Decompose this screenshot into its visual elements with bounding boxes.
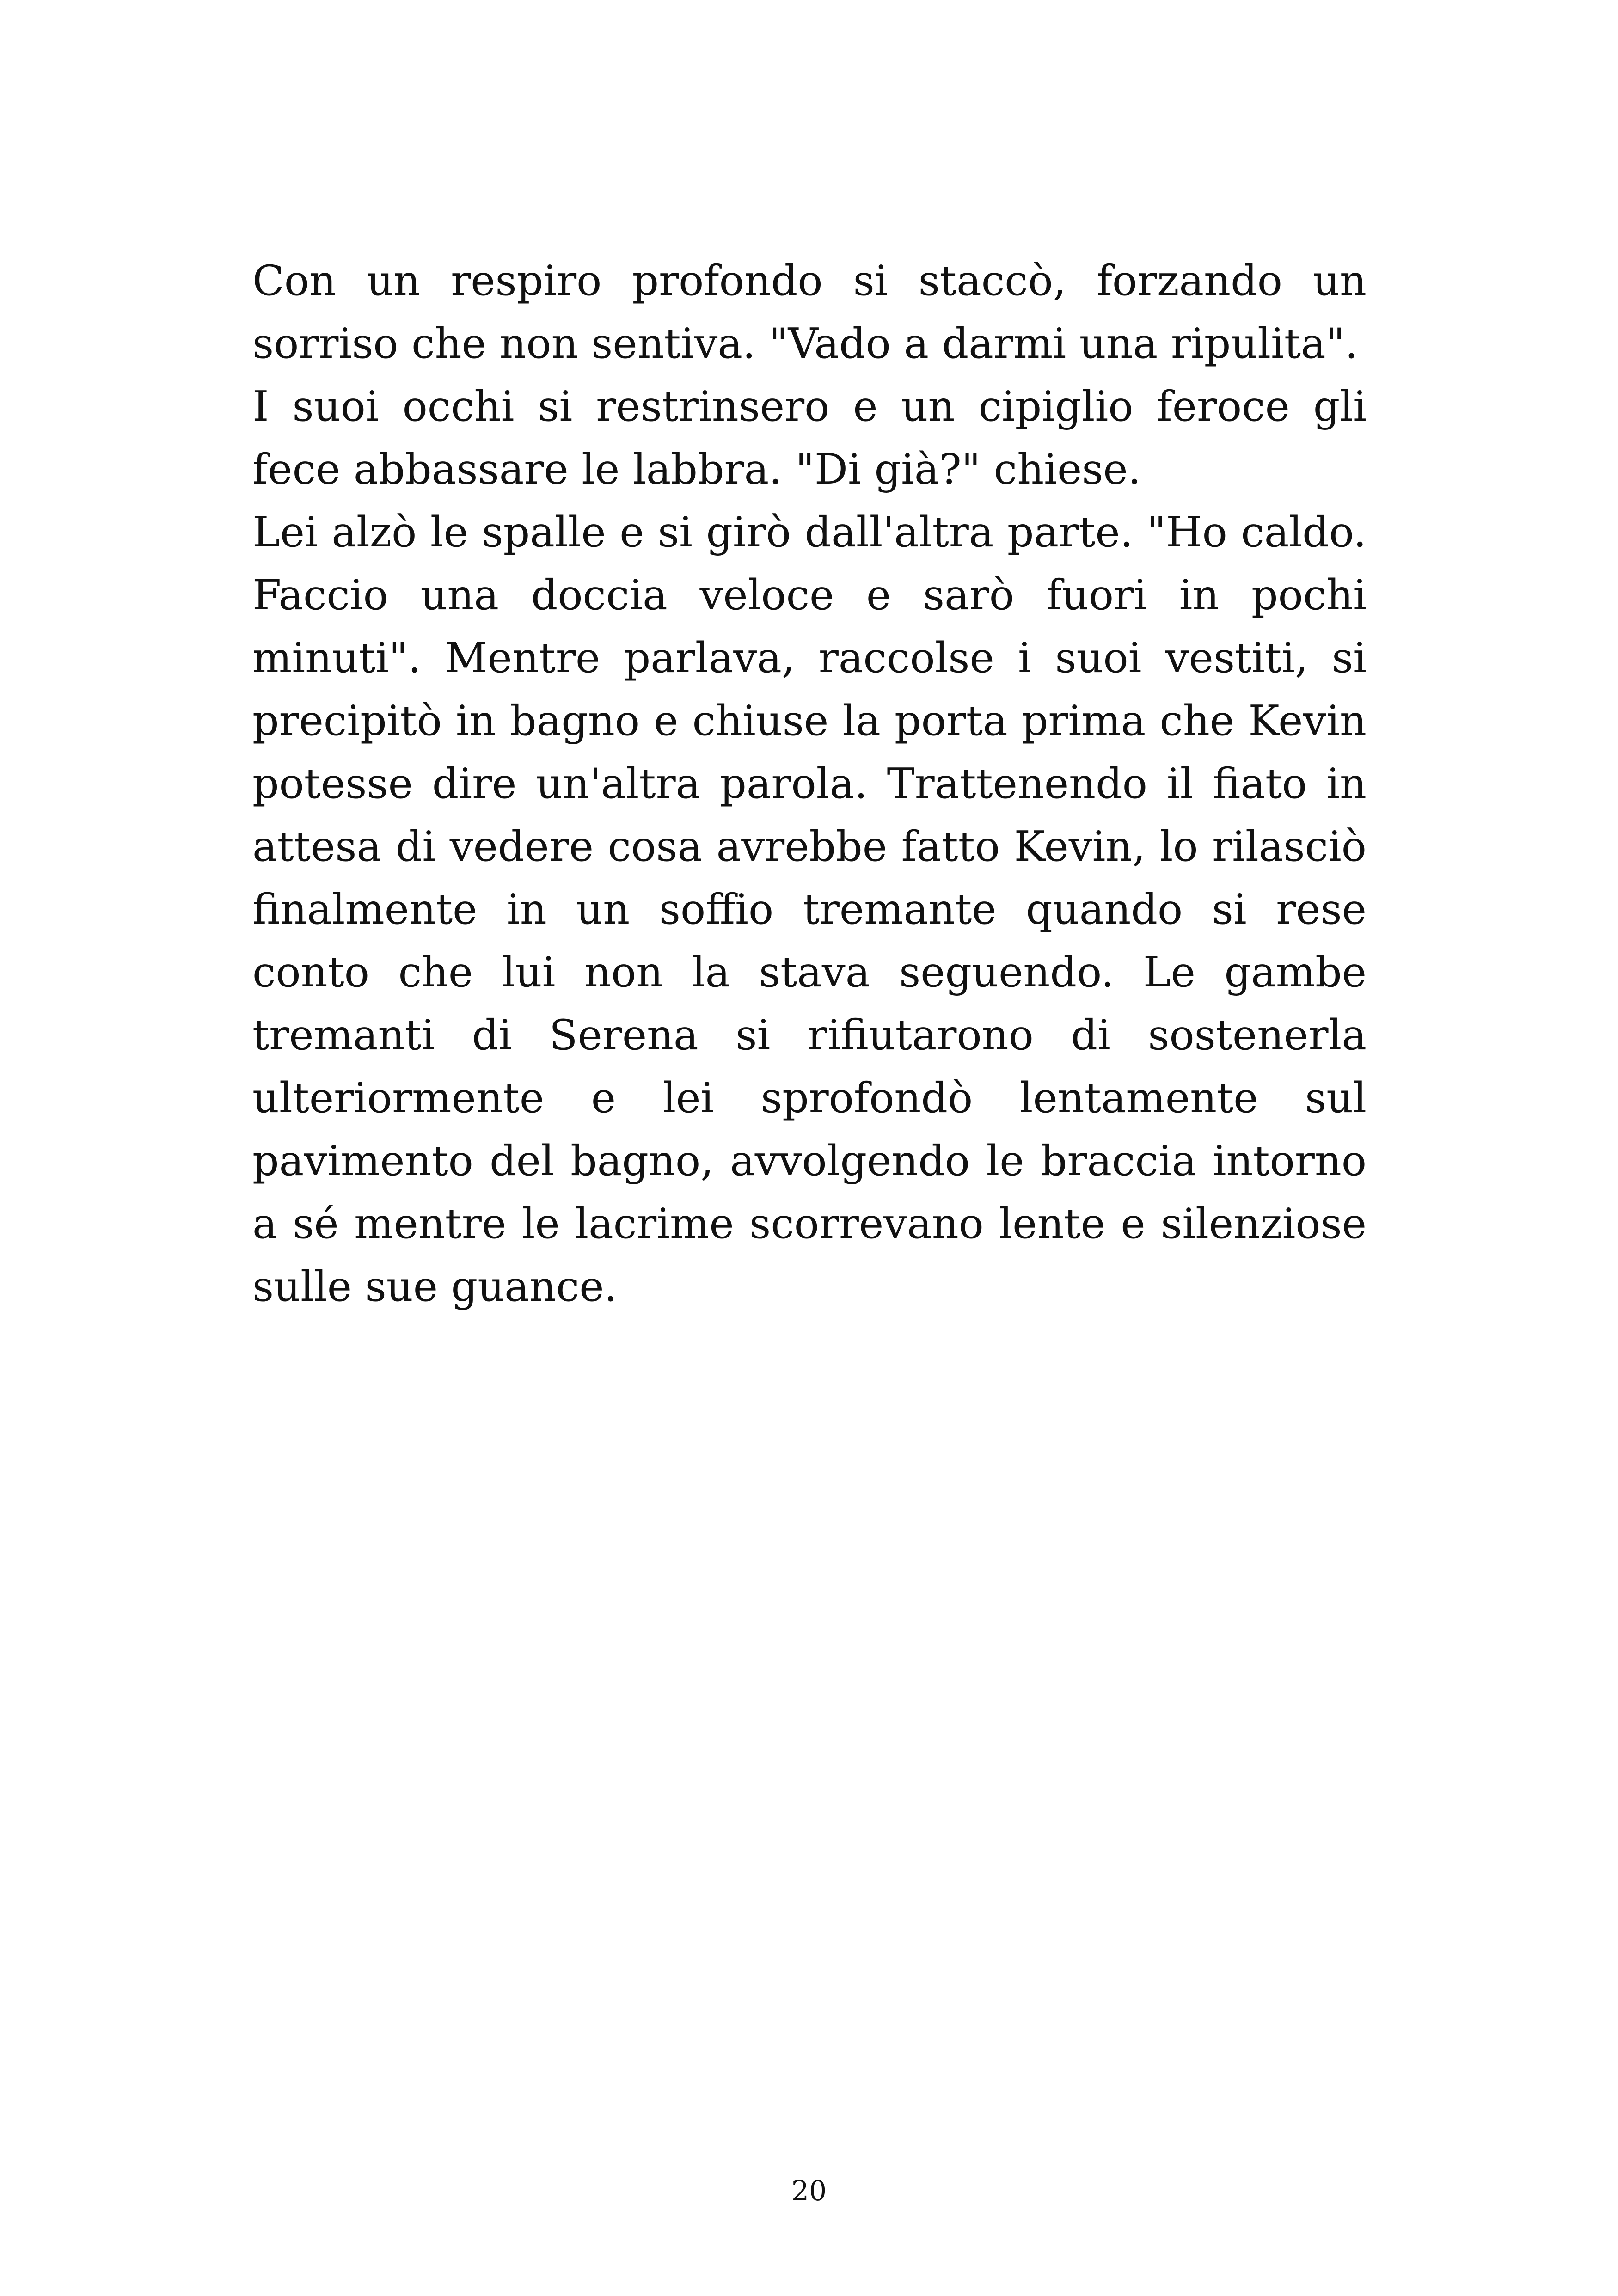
paragraph-1: Con un respiro profondo si staccò, forzando un sorriso che non sentiva. "Vado a darmi una ripulita". <box>252 257 1367 368</box>
page-number: 20 <box>791 2175 827 2207</box>
paragraph-2: I suoi occhi si restrinsero e un cipiglio feroce gli fece abbassare le labbra. "Di già?" chiese. <box>252 382 1367 494</box>
paragraph-3: Lei alzò le spalle e si girò dall'altra parte. "Ho caldo. Faccio una doccia veloce e sarò fuori in pochi minuti". Mentre parlava, raccolse i suoi vestiti, si precipitò in bagno e chiuse la porta prima che Kevin potesse dire un'altra parola. Trattenendo il fiato in attesa di vedere cosa avrebbe fatto Kevin, lo rilasciò finalmente in un soffio tremante quando si rese conto che lui non la stava seguendo. Le gambe tremanti di Serena si rifiutarono di sostenerla ulteriormente e lei sprofondò lentamente sul pavimento del bagno, avvolgendo le braccia intorno a sé mentre le lacrime scorrevano lente e silenziose sulle sue guance. <box>252 508 1367 1311</box>
body-text <box>252 250 1367 1318</box>
